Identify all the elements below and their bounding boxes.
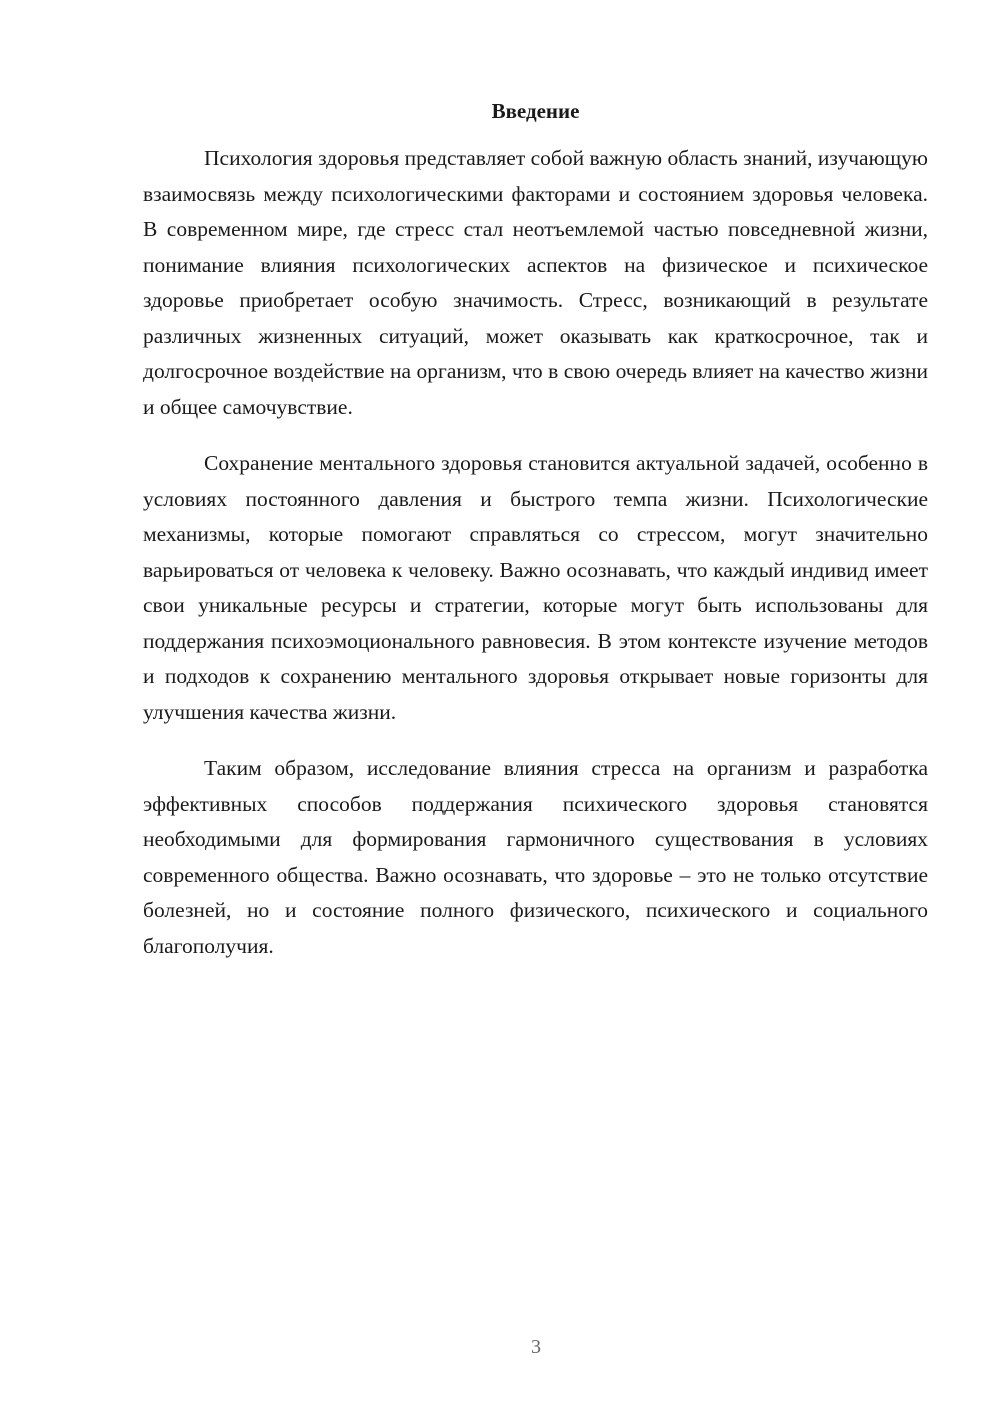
paragraph-1: Психология здоровья представляет собой важную область знаний, изучающую взаимосвязь между психологическими факторами и состоянием здоровья человека. В современном мире, где стресс стал неотъемлемой частью повседневной жизни, понимание влияния психологических аспектов на физическое и психическое здоровье приобретает особую значимость. Стресс, возникающий в результате различных жизненных ситуаций, может оказывать как краткосрочное, так и долгосрочное воздействие на организм, что в свою очередь влияет на качество жизни и общее самочувствие. <box>143 146 928 419</box>
paragraph-2: Сохранение ментального здоровья становится актуальной задачей, особенно в условиях постоянного давления и быстрого темпа жизни. Психологические механизмы, которые помогают справляться со стрессом, могут значительно варьироваться от человека к человеку. Важно осознавать, что каждый индивид имеет свои уникальные ресурсы и стратегии, которые могут быть использованы для поддержания психоэмоционального равновесия. В этом контексте изучение методов и подходов к сохранению ментального здоровья открывает новые горизонты для улучшения качества жизни. <box>143 451 928 724</box>
paragraph-3: Таким образом, исследование влияния стресса на организм и разработка эффективных способов поддержания психического здоровья становятся необходимыми для формирования гармоничного существования в условиях современного общества. Важно осознавать, что здоровье – это не только отсутствие болезней, но и состояние полного физического, психического и социального благополучия. <box>143 756 928 958</box>
page-number: 3 <box>531 1336 541 1358</box>
body-text <box>143 141 928 964</box>
section-heading: Введение <box>491 99 580 123</box>
